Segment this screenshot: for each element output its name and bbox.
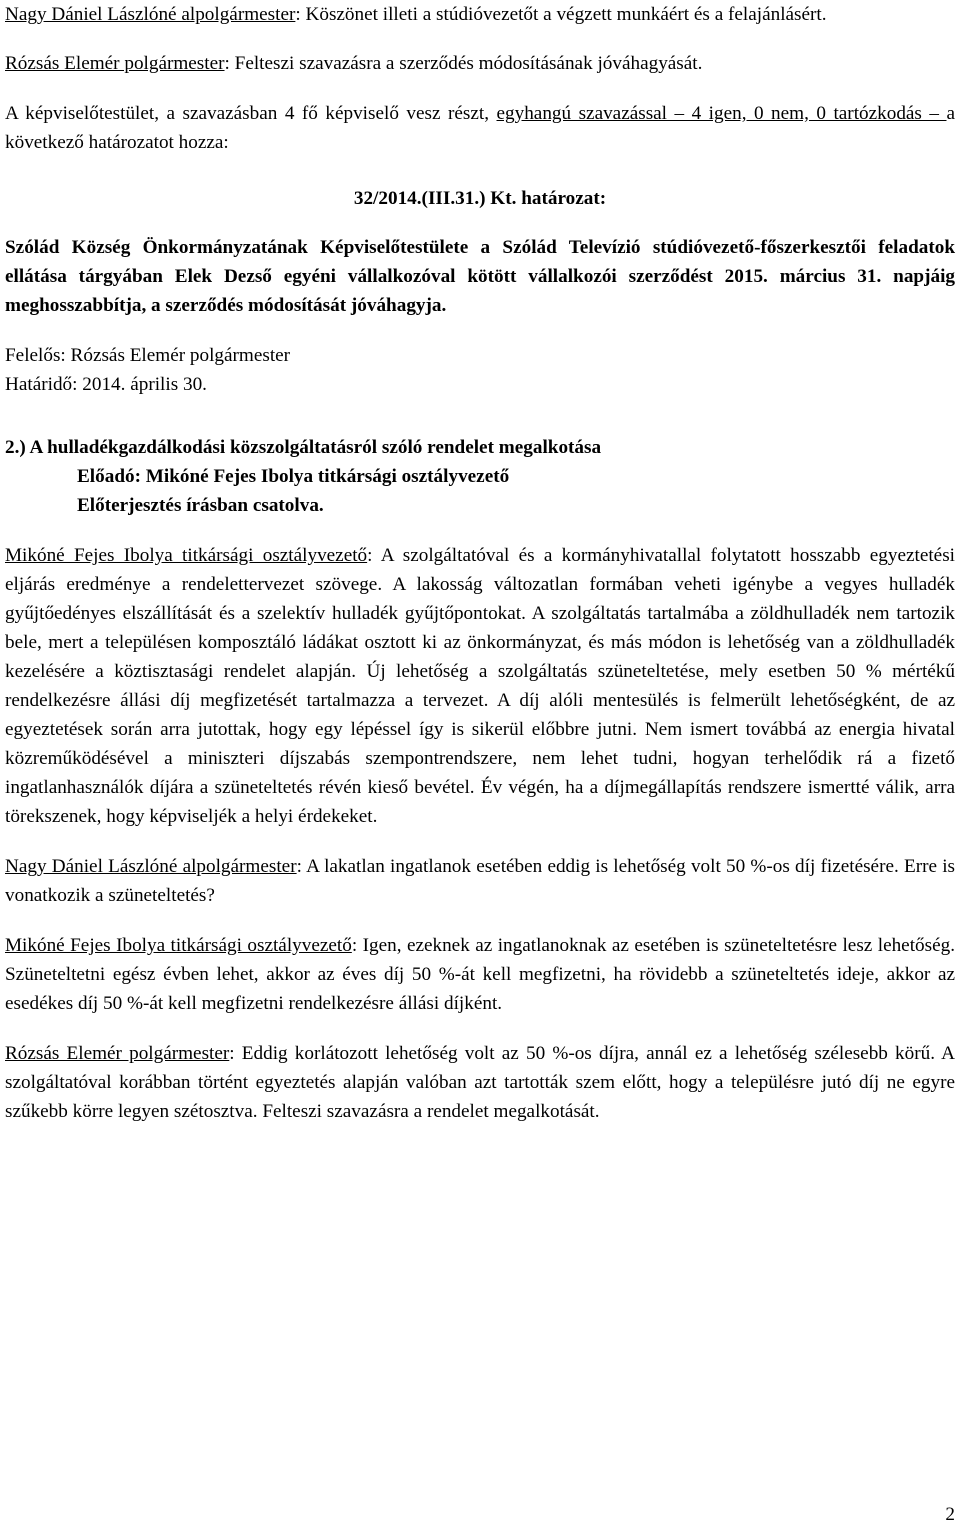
speaker-name: Nagy Dániel Lászlóné alpolgármester [5, 4, 296, 25]
paragraph-deputy-mayor-thanks [5, 0, 955, 29]
paragraph-head-of-office-answer [5, 931, 955, 1018]
vote-intro: A képviselőtestület, a szavazásban 4 fő képviselő vesz részt, [5, 103, 497, 124]
paragraph-deputy-mayor-question [5, 852, 955, 910]
paragraph-head-of-office-report [5, 541, 955, 831]
speech-text: : Köszönet illeti a stúdióvezetőt a végzett munkáért és a felajánlásért. [295, 4, 827, 25]
document-page [5, 0, 955, 1126]
speaker-name: Nagy Dániel Lászlóné alpolgármester [5, 856, 297, 877]
speaker-name: Rózsás Elemér polgármester [5, 53, 225, 74]
speech-text: : Igen, ezeknek az ingatlanoknak az esetében is szüneteltetésre lesz lehetőség. Szüneteltetni egész évben lehet, akkor az éves díj 50 %-át kell megfizetni, ha rövidebb a szüneteltetés ideje, akkor az esedékes díj 50 %-át kell megfizetni rendelkezésre állási díjként. [5, 935, 956, 1014]
agenda-item-title: A hulladékgazdálkodási közszolgáltatásról szóló rendelet megalkotása [29, 437, 602, 458]
agenda-item-number: 2.) [5, 437, 26, 458]
agenda-item-heading [5, 433, 955, 462]
page-number: 2 [945, 1504, 955, 1525]
vote-outro: a következő határozatot hozza: [5, 103, 956, 153]
resolution-title: 32/2014.(III.31.) Kt. határozat: [353, 188, 607, 209]
agenda-item-presenter: Előadó: Mikóné Fejes Ibolya titkársági osztályvezető [77, 466, 510, 487]
speaker-name: Mikóné Fejes Ibolya titkársági osztályvezető [5, 935, 352, 956]
speech-text: : Eddig korlátozott lehetőség volt az 50 %-os díjra, annál ez a lehetőség szélesebb körű. A szolgáltatóval korábban történt egyeztetés alapján valóban azt tartották szem előtt, hogy a településre jutó díj ne egyre szűkebb körre legyen szétosztva. Felteszi szavazásra a rendelet megalkotását. [5, 1043, 956, 1122]
speech-text: : Felteszi szavazásra a szerződés módosításának jóváhagyását. [224, 53, 703, 74]
speech-text: : A szolgáltatóval és a kormányhivatallal folytatott hosszabb egyeztetési eljárás eredménye a rendelettervezet szövege. A lakosság változatlan formában veheti igénybe a vegyes hulladék gyűjtőedényes elszállítását és a szelektív hulladék gyűjtőpontokat. A szolgáltatás tartalmába a zöldhulladék nem tartozik bele, mert a településen komposztáló ládákat osztott ki az önkormányzat, és más módon is lehetőség van a zöldhulladék kezelésére a köztisztasági rendelet alapján. Új lehetőség a szolgáltatás szüneteltetése, mely esetben 50 % mértékű rendelkezésre állási díj megfizetését tartalmazza a tervezet. A díj alóli mentesülés is felmerült lehetőségként, de az egyeztetések során arra jutottak, hogy egy lépéssel így is sikerül előbbre jutni. Nem ismert továbbá az energia hivatal közreműködésével a miniszteri díjszabás szempontrendszere, nem lehet tudni, hogyan terhelődik rá a fizető ingatlanhasználók díjára a szüneteltetés révén kieső bevétel. Év végén, ha a díjmegállapítás rendszere ismertté válik, arra törekszenek, hogy képviseljék a helyi érdekeket. [5, 545, 955, 827]
speaker-name: Rózsás Elemér polgármester [5, 1043, 230, 1064]
paragraph-vote-result [5, 99, 955, 157]
resolution-deadline: Határidő: 2014. április 30. [5, 374, 207, 395]
speech-text: : A lakatlan ingatlanok esetében eddig is lehetőség volt 50 %-os díj fizetésére. Erre is vonatkozik a szüneteltetés? [5, 856, 955, 906]
vote-count: egyhangú szavazással – 4 igen, 0 nem, 0 tartózkodás – [496, 103, 947, 124]
resolution-responsible: Felelős: Rózsás Elemér polgármester [5, 345, 291, 366]
speaker-name: Mikóné Fejes Ibolya titkársági osztályvezető [5, 545, 368, 566]
agenda-item-attachment: Előterjesztés írásban csatolva. [77, 495, 324, 516]
paragraph-mayor-vote-call [5, 49, 955, 78]
paragraph-mayor-closing [5, 1039, 955, 1126]
resolution-body: Szólád Község Önkormányzatának Képviselőtestülete a Szólád Televízió stúdióvezető-főszerkesztői feladatok ellátása tárgyában Elek Dezső egyéni vállalkozóval kötött vállalkozói szerződést 2015. március 31. napjáig meghosszabbítja, a szerződés módosítását jóváhagyja. [5, 237, 955, 316]
